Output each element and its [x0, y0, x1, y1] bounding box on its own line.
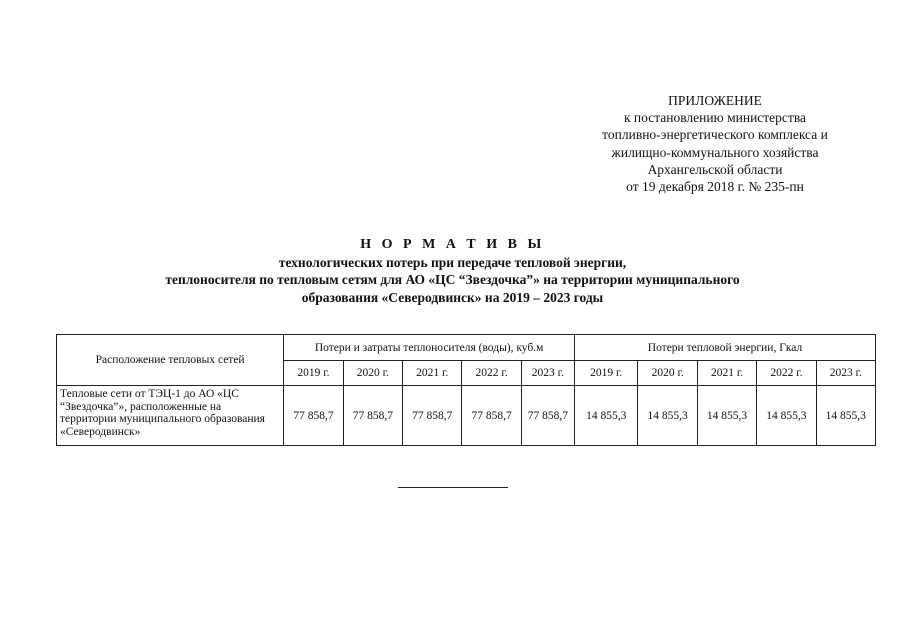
year-header-heat: 2021 г. [697, 361, 756, 386]
heat-group-header: Потери тепловой энергии, Гкал [575, 335, 876, 361]
year-header-heat: 2023 г. [816, 361, 875, 386]
water-value-cell: 77 858,7 [403, 386, 462, 446]
closing-rule [398, 487, 508, 488]
appendix-title: ПРИЛОЖЕНИЕ [668, 93, 762, 108]
year-header-heat: 2022 г. [757, 361, 816, 386]
heat-value-cell: 14 855,3 [757, 386, 816, 446]
water-group-header: Потери и затраты теплоносителя (воды), куб.м [284, 335, 575, 361]
water-value-cell: 77 858,7 [284, 386, 343, 446]
water-value-cell: 77 858,7 [521, 386, 574, 446]
year-header-water: 2022 г. [462, 361, 521, 386]
table-row [57, 386, 876, 446]
appendix-line: Архангельской области [647, 161, 783, 177]
year-header-heat: 2020 г. [638, 361, 697, 386]
appendix-date: от 19 декабря 2018 г. № 235-пн [626, 179, 804, 195]
year-header-heat: 2019 г. [575, 361, 638, 386]
title-heading: Н О Р М А Т И В Ы [360, 237, 545, 252]
year-header-water: 2021 г. [403, 361, 462, 386]
appendix-block [560, 92, 870, 195]
heat-value-cell: 14 855,3 [575, 386, 638, 446]
year-header-water: 2020 г. [343, 361, 402, 386]
year-header-water: 2023 г. [521, 361, 574, 386]
heat-value-cell: 14 855,3 [638, 386, 697, 446]
title-line: образования «Северодвинск» на 2019 – 2023 годы [301, 289, 604, 305]
heat-value-cell: 14 855,3 [816, 386, 875, 446]
location-cell: Тепловые сети от ТЭЦ-1 до АО «ЦС “Звездочка”», расположенные на территории муниципального образования «Северодвинск» [57, 386, 284, 446]
appendix-line: топливно-энергетического комплекса и [602, 127, 828, 143]
norms-table [56, 334, 876, 446]
document-title [80, 236, 825, 306]
water-value-cell: 77 858,7 [343, 386, 402, 446]
title-line: технологических потерь при передаче тепловой энергии, [278, 254, 627, 270]
location-header: Расположение тепловых сетей [57, 335, 284, 386]
appendix-line: к постановлению министерства [623, 110, 807, 126]
water-value-cell: 77 858,7 [462, 386, 521, 446]
heat-value-cell: 14 855,3 [697, 386, 756, 446]
appendix-line: жилищно-коммунального хозяйства [611, 144, 819, 160]
title-line: теплоносителя по тепловым сетям для АО «ЦС “Звездочка”» на территории муниципального [165, 272, 740, 287]
year-header-water: 2019 г. [284, 361, 343, 386]
